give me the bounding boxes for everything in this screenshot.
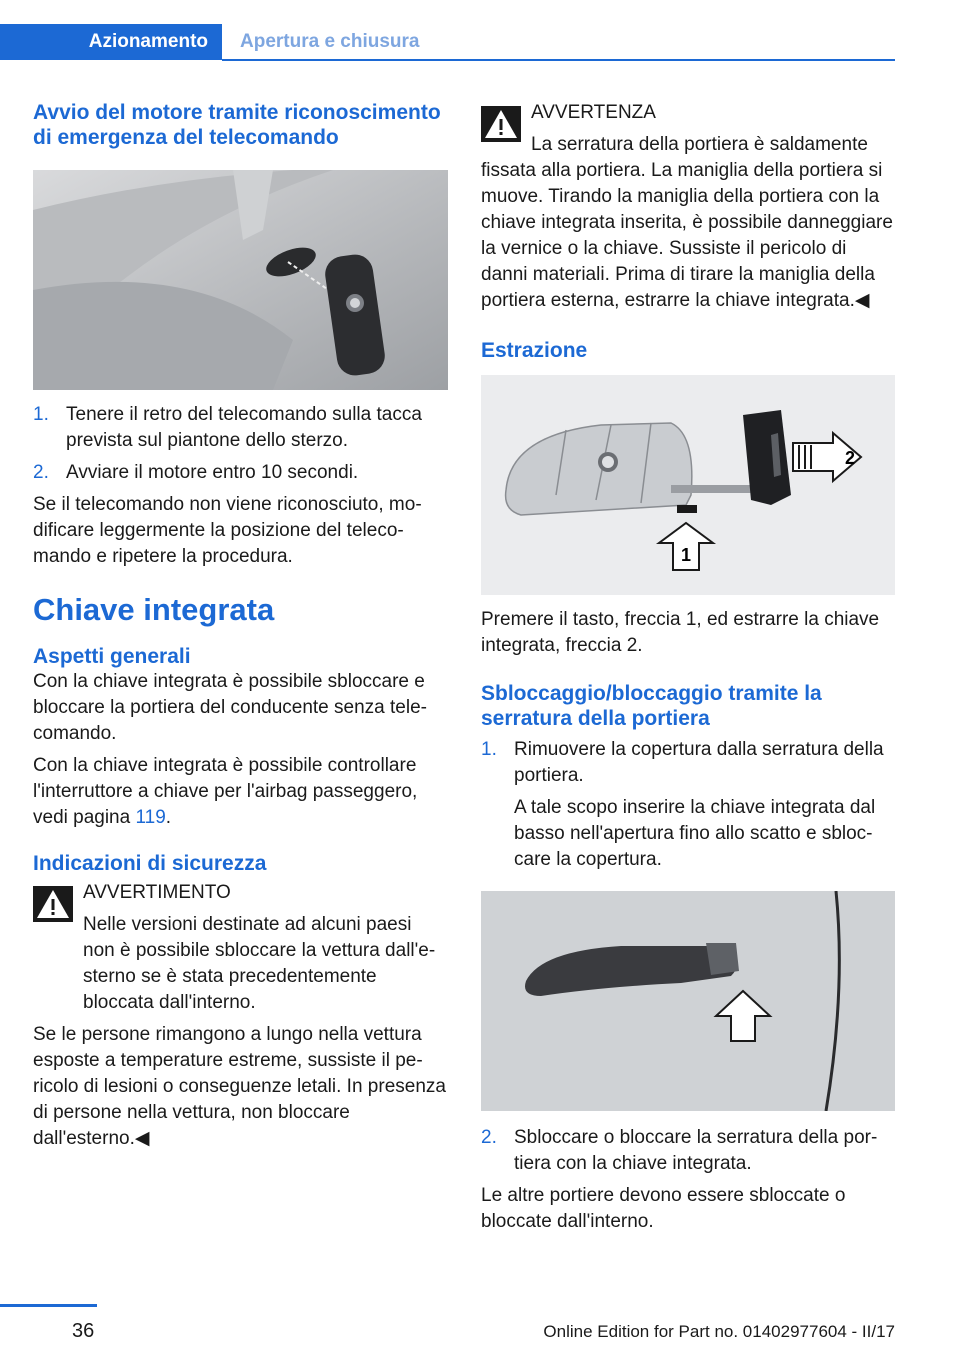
- page-link[interactable]: 119: [135, 807, 166, 828]
- warning-text-2: Se le persone rimangono a lungo nella vettura esposte a temperature estreme, sussiste il pericolo di lesioni o conseguenze letali. In presenza di persone nella vettura, non bloccare dall'esterno.◀: [33, 1024, 446, 1149]
- page-header: [0, 0, 960, 62]
- arrow-2-icon: [793, 433, 861, 481]
- door-handle-photo: [481, 891, 895, 1111]
- warning-triangle-icon: [481, 106, 521, 142]
- unlock-title: Sbloccaggio/bloccaggio tramite la serratura della portiera: [481, 682, 822, 730]
- warning-text: La serratura della portiera è saldamente fissata alla portiera. La maniglia della portiera si muove. Tirando la maniglia della portiera con la chiave integrata inserita, è possibile danneggiare la vernice o la chiave. Sussiste il pericolo di danni materiali. Prima di tirare la maniglia della portiera esterna, estrarre la chiave integrata.◀: [481, 134, 893, 311]
- chapter-title: Chiave integrata: [33, 592, 275, 627]
- door-handle-illustration: [481, 891, 895, 1111]
- list-item: 1. Rimuovere la copertura dalla serratura della portiera. A tale scopo inserire la chiave integrata dal basso nell'apertura fino allo scatto e sbloccare la copertura.: [481, 739, 884, 870]
- arrow-2-label: 2: [845, 448, 856, 468]
- retry-paragraph: Se il telecomando non viene riconosciuto, modificare leggermente la posizione del telecomando e ripetere la procedura.: [33, 494, 422, 567]
- warning-title: AVVERTENZA: [531, 102, 656, 123]
- general-paragraph-2: Con la chiave integrata è possibile controllare l'interruttore a chiave per l'airbag passeggero, vedi pagina 119.: [33, 755, 418, 828]
- list-item: 2. Sbloccare o bloccare la serratura della portiera con la chiave integrata.: [481, 1127, 878, 1174]
- steering-column-photo: [33, 170, 448, 390]
- list-item: 2. Avviare il motore entro 10 secondi.: [33, 462, 359, 483]
- section-title-emergency-start: Avvio del motore tramite riconoscimento di emergenza del telecomando: [33, 101, 441, 149]
- footer-divider: [0, 1304, 97, 1307]
- tab-azionamento[interactable]: Azionamento: [0, 24, 222, 60]
- general-paragraph-1: Con la chiave integrata è possibile sbloccare e bloccare la portiera del conducente senza telecomando.: [33, 671, 427, 744]
- tab-apertura-chiusura[interactable]: Apertura e chiusura: [240, 31, 420, 52]
- warning-title: AVVERTIMENTO: [83, 882, 231, 903]
- safety-title: Indicazioni di sicurezza: [33, 852, 267, 875]
- extraction-title: Estrazione: [481, 339, 588, 362]
- steering-column-illustration: [33, 170, 448, 390]
- key-extraction-illustration: [481, 375, 895, 595]
- warning-triangle-icon: [33, 886, 73, 922]
- warning-block: [481, 100, 895, 126]
- right-column: [481, 100, 895, 1235]
- warning-block: [33, 880, 448, 1016]
- key-extraction-photo: [481, 375, 895, 595]
- general-title: Aspetti generali: [33, 645, 191, 668]
- list-item: 1. Tenere il retro del telecomando sulla tacca prevista sul piantone dello sterzo.: [33, 404, 422, 451]
- arrow-1-icon: [659, 523, 713, 570]
- page-number: 36: [72, 1320, 95, 1342]
- left-column: [33, 100, 448, 1152]
- header-divider: [222, 59, 895, 61]
- arrow-1-label: 1: [681, 545, 692, 565]
- warning-text: Nelle versioni destinate ad alcuni paesi non è possibile sbloccare la vettura dall'esterno se è stata precedentemente bloccata dall'interno.: [83, 914, 436, 1013]
- final-paragraph: Le altre portiere devono essere sbloccate o bloccate dall'interno.: [481, 1185, 846, 1232]
- extraction-text: Premere il tasto, freccia 1, ed estrarre la chiave integrata, freccia 2.: [481, 609, 880, 656]
- edition-text: Online Edition for Part no. 01402977604 - II/17: [543, 1322, 895, 1341]
